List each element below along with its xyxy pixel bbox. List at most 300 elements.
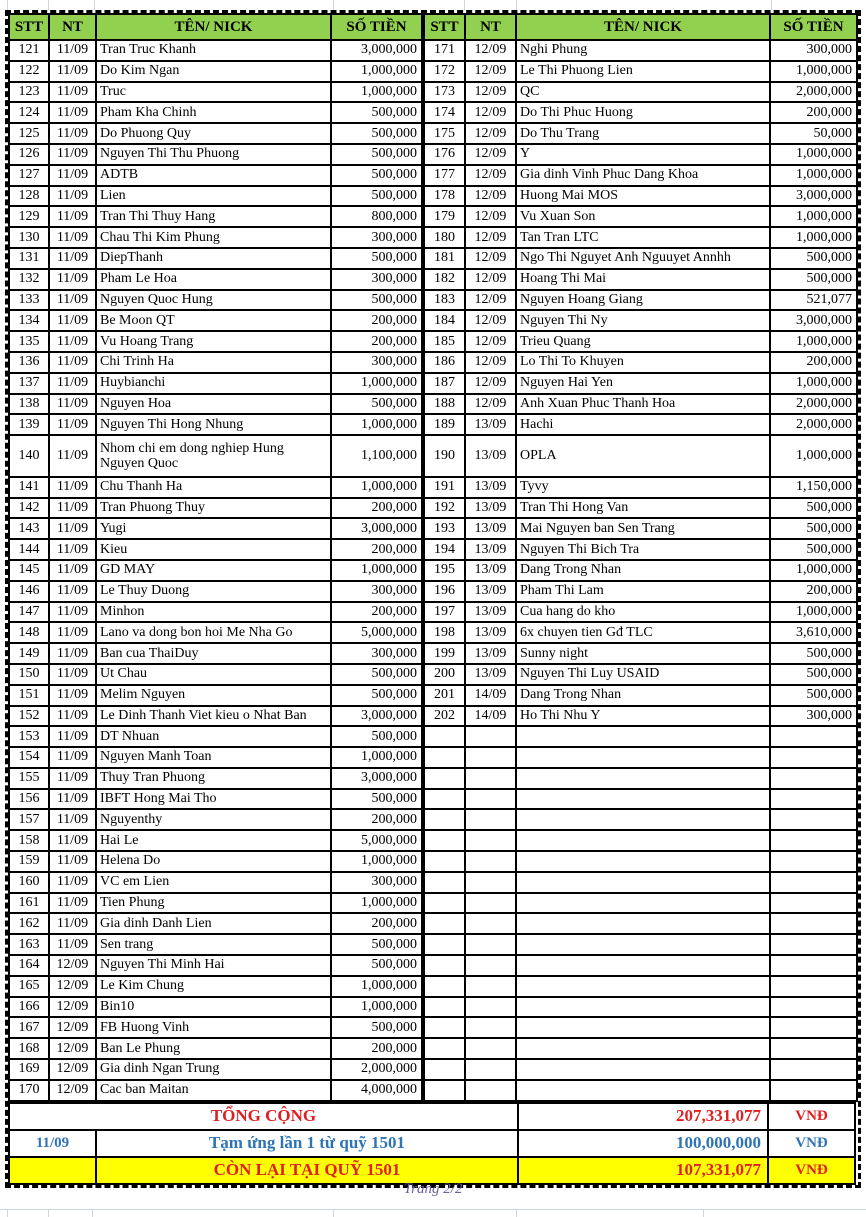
name-cell[interactable]: Tran Thi Thuy Hang	[96, 206, 331, 227]
name-cell[interactable]: Tran Thi Hong Van	[516, 498, 770, 519]
name-cell[interactable]: Nguyenthy	[96, 809, 331, 830]
stt-cell[interactable]: 191	[424, 477, 465, 498]
amount-cell[interactable]: 1,000,000	[331, 997, 422, 1018]
empty-cell[interactable]	[516, 872, 770, 893]
total-label-cell[interactable]: TỔNG CỘNG	[9, 1103, 518, 1130]
stt-cell[interactable]: 167	[9, 1017, 49, 1038]
stt-cell[interactable]: 141	[9, 477, 49, 498]
date-cell[interactable]: 11/09	[49, 414, 96, 435]
name-cell[interactable]: Tran Truc Khanh	[96, 40, 331, 61]
stt-cell[interactable]: 156	[9, 789, 49, 810]
amount-cell[interactable]: 2,000,000	[770, 394, 857, 415]
stt-cell[interactable]: 122	[9, 61, 49, 82]
stt-cell[interactable]: 127	[9, 165, 49, 186]
empty-cell[interactable]	[465, 1017, 516, 1038]
amount-cell[interactable]: 200,000	[331, 310, 422, 331]
empty-cell[interactable]	[516, 893, 770, 914]
empty-cell[interactable]	[770, 789, 857, 810]
stt-cell[interactable]: 165	[9, 976, 49, 997]
name-cell[interactable]: Nhom chi em dong nghiep Hung Nguyen Quoc	[96, 435, 331, 477]
amount-cell[interactable]: 1,000,000	[331, 976, 422, 997]
amount-cell[interactable]: 1,000,000	[331, 61, 422, 82]
stt-cell[interactable]: 200	[424, 664, 465, 685]
stt-cell[interactable]: 129	[9, 206, 49, 227]
empty-cell[interactable]	[465, 830, 516, 851]
empty-cell[interactable]	[424, 1038, 465, 1059]
stt-cell[interactable]: 153	[9, 726, 49, 747]
amount-cell[interactable]: 2,000,000	[770, 82, 857, 103]
name-cell[interactable]: Ngo Thi Nguyet Anh Nguuyet Annhh	[516, 248, 770, 269]
amount-cell[interactable]: 300,000	[331, 352, 422, 373]
header-stt[interactable]: STT	[424, 14, 465, 40]
name-cell[interactable]: Hai Le	[96, 830, 331, 851]
empty-cell[interactable]	[516, 789, 770, 810]
amount-cell[interactable]: 3,000,000	[331, 40, 422, 61]
empty-cell[interactable]	[465, 913, 516, 934]
amount-cell[interactable]: 1,000,000	[331, 851, 422, 872]
name-cell[interactable]: Tran Phuong Thuy	[96, 498, 331, 519]
amount-cell[interactable]: 300,000	[770, 40, 857, 61]
amount-cell[interactable]: 500,000	[331, 664, 422, 685]
amount-cell[interactable]: 3,000,000	[770, 310, 857, 331]
name-cell[interactable]: Vu Hoang Trang	[96, 331, 331, 352]
empty-cell[interactable]	[770, 809, 857, 830]
name-cell[interactable]: Le Kim Chung	[96, 976, 331, 997]
amount-cell[interactable]: 200,000	[331, 1038, 422, 1059]
empty-cell[interactable]	[770, 976, 857, 997]
name-cell[interactable]: Minhon	[96, 602, 331, 623]
stt-cell[interactable]: 138	[9, 394, 49, 415]
name-cell[interactable]: VC em Lien	[96, 872, 331, 893]
empty-cell[interactable]	[770, 1038, 857, 1059]
empty-cell[interactable]	[516, 747, 770, 768]
date-cell[interactable]: 13/09	[465, 560, 516, 581]
amount-cell[interactable]: 500,000	[331, 102, 422, 123]
date-cell[interactable]: 12/09	[49, 1059, 96, 1080]
date-cell[interactable]: 12/09	[465, 248, 516, 269]
amount-cell[interactable]: 1,000,000	[331, 373, 422, 394]
name-cell[interactable]: Gia dinh Danh Lien	[96, 913, 331, 934]
stt-cell[interactable]: 189	[424, 414, 465, 435]
date-cell[interactable]: 13/09	[465, 622, 516, 643]
name-cell[interactable]: Tien Phung	[96, 893, 331, 914]
empty-cell[interactable]	[465, 893, 516, 914]
stt-cell[interactable]: 187	[424, 373, 465, 394]
name-cell[interactable]: Chau Thi Kim Phung	[96, 227, 331, 248]
stt-cell[interactable]: 180	[424, 227, 465, 248]
stt-cell[interactable]: 151	[9, 685, 49, 706]
date-cell[interactable]: 12/09	[465, 394, 516, 415]
amount-cell[interactable]: 5,000,000	[331, 622, 422, 643]
empty-cell[interactable]	[516, 768, 770, 789]
date-cell[interactable]: 12/09	[465, 269, 516, 290]
name-cell[interactable]: IBFT Hong Mai Tho	[96, 789, 331, 810]
amount-cell[interactable]: 1,000,000	[770, 144, 857, 165]
stt-cell[interactable]: 155	[9, 768, 49, 789]
stt-cell[interactable]: 169	[9, 1059, 49, 1080]
date-cell[interactable]: 11/09	[49, 643, 96, 664]
empty-cell[interactable]	[516, 830, 770, 851]
date-cell[interactable]: 11/09	[49, 477, 96, 498]
amount-cell[interactable]: 500,000	[331, 685, 422, 706]
date-cell[interactable]: 11/09	[49, 373, 96, 394]
name-cell[interactable]: Nguyen Hoa	[96, 394, 331, 415]
stt-cell[interactable]: 152	[9, 706, 49, 727]
stt-cell[interactable]: 161	[9, 893, 49, 914]
amount-cell[interactable]: 500,000	[331, 123, 422, 144]
stt-cell[interactable]: 123	[9, 82, 49, 103]
amount-cell[interactable]: 50,000	[770, 123, 857, 144]
stt-cell[interactable]: 159	[9, 851, 49, 872]
stt-cell[interactable]: 178	[424, 186, 465, 207]
date-cell[interactable]: 11/09	[49, 560, 96, 581]
name-cell[interactable]: Do Thu Trang	[516, 123, 770, 144]
name-cell[interactable]: Le Dinh Thanh Viet kieu o Nhat Ban	[96, 706, 331, 727]
date-cell[interactable]: 11/09	[49, 498, 96, 519]
amount-cell[interactable]: 1,000,000	[770, 165, 857, 186]
empty-cell[interactable]	[424, 872, 465, 893]
stt-cell[interactable]: 128	[9, 186, 49, 207]
name-cell[interactable]: QC	[516, 82, 770, 103]
stt-cell[interactable]: 194	[424, 539, 465, 560]
date-cell[interactable]: 13/09	[465, 602, 516, 623]
stt-cell[interactable]: 124	[9, 102, 49, 123]
stt-cell[interactable]: 163	[9, 934, 49, 955]
name-cell[interactable]: Chi Trinh Ha	[96, 352, 331, 373]
empty-cell[interactable]	[465, 1080, 516, 1101]
empty-cell[interactable]	[465, 997, 516, 1018]
amount-cell[interactable]: 500,000	[770, 518, 857, 539]
amount-cell[interactable]: 200,000	[331, 498, 422, 519]
amount-cell[interactable]: 500,000	[331, 394, 422, 415]
name-cell[interactable]: FB Huong Vinh	[96, 1017, 331, 1038]
stt-cell[interactable]: 162	[9, 913, 49, 934]
date-cell[interactable]: 11/09	[49, 726, 96, 747]
date-cell[interactable]: 11/09	[49, 664, 96, 685]
stt-cell[interactable]: 186	[424, 352, 465, 373]
header-name[interactable]: TÊN/ NICK	[96, 14, 331, 40]
amount-cell[interactable]: 200,000	[770, 102, 857, 123]
date-cell[interactable]: 12/09	[49, 1017, 96, 1038]
name-cell[interactable]: Vu Xuan Son	[516, 206, 770, 227]
date-cell[interactable]: 12/09	[465, 331, 516, 352]
empty-cell[interactable]	[770, 851, 857, 872]
amount-cell[interactable]: 500,000	[770, 539, 857, 560]
empty-cell[interactable]	[516, 1080, 770, 1101]
stt-cell[interactable]: 197	[424, 602, 465, 623]
amount-cell[interactable]: 3,610,000	[770, 622, 857, 643]
date-cell[interactable]: 13/09	[465, 498, 516, 519]
date-cell[interactable]: 11/09	[49, 331, 96, 352]
amount-cell[interactable]: 2,000,000	[331, 1059, 422, 1080]
stt-cell[interactable]: 202	[424, 706, 465, 727]
empty-cell[interactable]	[516, 955, 770, 976]
name-cell[interactable]: Gia dinh Vinh Phuc Dang Khoa	[516, 165, 770, 186]
name-cell[interactable]: Ban cua ThaiDuy	[96, 643, 331, 664]
date-cell[interactable]: 11/09	[49, 144, 96, 165]
amount-cell[interactable]: 300,000	[331, 227, 422, 248]
amount-cell[interactable]: 2,000,000	[770, 414, 857, 435]
date-cell[interactable]: 11/09	[49, 82, 96, 103]
date-cell[interactable]: 11/09	[49, 602, 96, 623]
stt-cell[interactable]: 157	[9, 809, 49, 830]
amount-cell[interactable]: 1,000,000	[770, 435, 857, 477]
name-cell[interactable]: Yugi	[96, 518, 331, 539]
name-cell[interactable]: Tyvy	[516, 477, 770, 498]
header-name[interactable]: TÊN/ NICK	[516, 14, 770, 40]
empty-cell[interactable]	[424, 976, 465, 997]
advance-label-cell[interactable]: Tạm ứng lần 1 từ quỹ 1501	[96, 1130, 518, 1157]
empty-cell[interactable]	[465, 955, 516, 976]
date-cell[interactable]: 14/09	[465, 685, 516, 706]
amount-cell[interactable]: 200,000	[331, 539, 422, 560]
stt-cell[interactable]: 125	[9, 123, 49, 144]
total-value-cell[interactable]: 207,331,077	[518, 1103, 768, 1130]
empty-cell[interactable]	[516, 726, 770, 747]
name-cell[interactable]: Sunny night	[516, 643, 770, 664]
amount-cell[interactable]: 3,000,000	[331, 768, 422, 789]
header-nt[interactable]: NT	[465, 14, 516, 40]
date-cell[interactable]: 11/09	[49, 685, 96, 706]
empty-cell[interactable]	[770, 913, 857, 934]
stt-cell[interactable]: 143	[9, 518, 49, 539]
amount-cell[interactable]: 521,077	[770, 290, 857, 311]
remaining-label-cell[interactable]: CÒN LẠI TẠI QUỸ 1501	[96, 1157, 518, 1184]
empty-cell[interactable]	[465, 872, 516, 893]
header-nt[interactable]: NT	[49, 14, 96, 40]
name-cell[interactable]: Ho Thi Nhu Y	[516, 706, 770, 727]
amount-cell[interactable]: 1,000,000	[331, 477, 422, 498]
stt-cell[interactable]: 164	[9, 955, 49, 976]
stt-cell[interactable]: 174	[424, 102, 465, 123]
amount-cell[interactable]: 300,000	[331, 643, 422, 664]
amount-cell[interactable]: 500,000	[331, 186, 422, 207]
date-cell[interactable]: 12/09	[465, 373, 516, 394]
amount-cell[interactable]: 300,000	[331, 269, 422, 290]
date-cell[interactable]: 11/09	[49, 269, 96, 290]
date-cell[interactable]: 11/09	[49, 248, 96, 269]
amount-cell[interactable]: 1,000,000	[770, 331, 857, 352]
amount-cell[interactable]: 1,000,000	[770, 61, 857, 82]
stt-cell[interactable]: 136	[9, 352, 49, 373]
name-cell[interactable]: Le Thi Phuong Lien	[516, 61, 770, 82]
stt-cell[interactable]: 196	[424, 581, 465, 602]
date-cell[interactable]: 11/09	[49, 747, 96, 768]
amount-cell[interactable]: 500,000	[770, 664, 857, 685]
date-cell[interactable]: 11/09	[49, 768, 96, 789]
date-cell[interactable]: 11/09	[49, 934, 96, 955]
amount-cell[interactable]: 500,000	[331, 955, 422, 976]
date-cell[interactable]: 12/09	[49, 976, 96, 997]
stt-cell[interactable]: 188	[424, 394, 465, 415]
stt-cell[interactable]: 193	[424, 518, 465, 539]
stt-cell[interactable]: 181	[424, 248, 465, 269]
stt-cell[interactable]: 176	[424, 144, 465, 165]
empty-cell[interactable]	[424, 1080, 465, 1101]
empty-cell[interactable]	[516, 976, 770, 997]
stt-cell[interactable]: 192	[424, 498, 465, 519]
date-cell[interactable]: 13/09	[465, 539, 516, 560]
date-cell[interactable]: 12/09	[465, 144, 516, 165]
date-cell[interactable]: 11/09	[49, 352, 96, 373]
amount-cell[interactable]: 500,000	[331, 144, 422, 165]
stt-cell[interactable]: 135	[9, 331, 49, 352]
date-cell[interactable]: 12/09	[465, 206, 516, 227]
empty-cell[interactable]	[424, 768, 465, 789]
name-cell[interactable]: Do Kim Ngan	[96, 61, 331, 82]
date-cell[interactable]: 13/09	[465, 518, 516, 539]
date-cell[interactable]: 11/09	[49, 809, 96, 830]
stt-cell[interactable]: 179	[424, 206, 465, 227]
date-cell[interactable]: 12/09	[465, 310, 516, 331]
empty-cell[interactable]	[465, 1038, 516, 1059]
date-cell[interactable]: 12/09	[49, 955, 96, 976]
amount-cell[interactable]: 500,000	[331, 1017, 422, 1038]
amount-cell[interactable]: 200,000	[331, 602, 422, 623]
stt-cell[interactable]: 126	[9, 144, 49, 165]
amount-cell[interactable]: 300,000	[331, 581, 422, 602]
amount-cell[interactable]: 4,000,000	[331, 1080, 422, 1101]
amount-cell[interactable]: 500,000	[331, 290, 422, 311]
date-cell[interactable]: 11/09	[49, 310, 96, 331]
amount-cell[interactable]: 1,000,000	[770, 602, 857, 623]
stt-cell[interactable]: 150	[9, 664, 49, 685]
name-cell[interactable]: Huybianchi	[96, 373, 331, 394]
date-cell[interactable]: 11/09	[49, 622, 96, 643]
empty-cell[interactable]	[424, 789, 465, 810]
empty-cell[interactable]	[424, 934, 465, 955]
date-cell[interactable]: 11/09	[49, 872, 96, 893]
amount-cell[interactable]: 300,000	[770, 706, 857, 727]
name-cell[interactable]: Nguyen Hai Yen	[516, 373, 770, 394]
name-cell[interactable]: DT Nhuan	[96, 726, 331, 747]
empty-cell[interactable]	[424, 1059, 465, 1080]
name-cell[interactable]: Sen trang	[96, 934, 331, 955]
name-cell[interactable]: Pham Le Hoa	[96, 269, 331, 290]
name-cell[interactable]: Hachi	[516, 414, 770, 435]
empty-cell[interactable]	[770, 997, 857, 1018]
amount-cell[interactable]: 1,150,000	[770, 477, 857, 498]
empty-cell[interactable]	[770, 872, 857, 893]
stt-cell[interactable]: 130	[9, 227, 49, 248]
amount-cell[interactable]: 500,000	[331, 726, 422, 747]
amount-cell[interactable]: 1,000,000	[331, 414, 422, 435]
amount-cell[interactable]: 1,000,000	[331, 560, 422, 581]
name-cell[interactable]: Nguyen Thi Ny	[516, 310, 770, 331]
name-cell[interactable]: Be Moon QT	[96, 310, 331, 331]
empty-cell[interactable]	[516, 1059, 770, 1080]
name-cell[interactable]: Dang Trong Nhan	[516, 560, 770, 581]
stt-cell[interactable]: 172	[424, 61, 465, 82]
name-cell[interactable]: Do Thi Phuc Huong	[516, 102, 770, 123]
stt-cell[interactable]: 144	[9, 539, 49, 560]
amount-cell[interactable]: 1,000,000	[770, 560, 857, 581]
date-cell[interactable]: 11/09	[49, 581, 96, 602]
name-cell[interactable]: Nghi Phung	[516, 40, 770, 61]
stt-cell[interactable]: 121	[9, 40, 49, 61]
amount-cell[interactable]: 200,000	[331, 331, 422, 352]
name-cell[interactable]: Helena Do	[96, 851, 331, 872]
remaining-empty-cell[interactable]	[9, 1157, 96, 1184]
stt-cell[interactable]: 185	[424, 331, 465, 352]
date-cell[interactable]: 12/09	[465, 186, 516, 207]
stt-cell[interactable]: 168	[9, 1038, 49, 1059]
stt-cell[interactable]: 195	[424, 560, 465, 581]
name-cell[interactable]: Ban Le Phung	[96, 1038, 331, 1059]
advance-currency-cell[interactable]: VNĐ	[768, 1130, 855, 1157]
name-cell[interactable]: GD MAY	[96, 560, 331, 581]
stt-cell[interactable]: 132	[9, 269, 49, 290]
name-cell[interactable]: Le Thuy Duong	[96, 581, 331, 602]
name-cell[interactable]: Lano va dong bon hoi Me Nha Go	[96, 622, 331, 643]
empty-cell[interactable]	[465, 747, 516, 768]
name-cell[interactable]: Chu Thanh Ha	[96, 477, 331, 498]
amount-cell[interactable]: 1,000,000	[770, 227, 857, 248]
name-cell[interactable]: Gia dinh Ngan Trung	[96, 1059, 331, 1080]
stt-cell[interactable]: 166	[9, 997, 49, 1018]
name-cell[interactable]: Truc	[96, 82, 331, 103]
stt-cell[interactable]: 147	[9, 602, 49, 623]
empty-cell[interactable]	[770, 768, 857, 789]
remaining-value-cell[interactable]: 107,331,077	[518, 1157, 768, 1184]
name-cell[interactable]: Nguyen Quoc Hung	[96, 290, 331, 311]
name-cell[interactable]: Thuy Tran Phuong	[96, 768, 331, 789]
header-amount[interactable]: SỐ TIỀN	[770, 14, 857, 40]
date-cell[interactable]: 11/09	[49, 206, 96, 227]
date-cell[interactable]: 12/09	[465, 82, 516, 103]
amount-cell[interactable]: 500,000	[331, 165, 422, 186]
name-cell[interactable]: Tan Tran LTC	[516, 227, 770, 248]
stt-cell[interactable]: 199	[424, 643, 465, 664]
name-cell[interactable]: Dang Trong Nhan	[516, 685, 770, 706]
stt-cell[interactable]: 170	[9, 1080, 49, 1101]
date-cell[interactable]: 11/09	[49, 435, 96, 477]
header-stt[interactable]: STT	[9, 14, 49, 40]
stt-cell[interactable]: 190	[424, 435, 465, 477]
date-cell[interactable]: 12/09	[465, 290, 516, 311]
name-cell[interactable]: Cua hang do kho	[516, 602, 770, 623]
empty-cell[interactable]	[424, 913, 465, 934]
stt-cell[interactable]: 160	[9, 872, 49, 893]
amount-cell[interactable]: 500,000	[770, 269, 857, 290]
empty-cell[interactable]	[770, 1017, 857, 1038]
empty-cell[interactable]	[424, 747, 465, 768]
amount-cell[interactable]: 5,000,000	[331, 830, 422, 851]
date-cell[interactable]: 11/09	[49, 830, 96, 851]
empty-cell[interactable]	[424, 726, 465, 747]
name-cell[interactable]: Ut Chau	[96, 664, 331, 685]
amount-cell[interactable]: 3,000,000	[331, 518, 422, 539]
name-cell[interactable]: Nguyen Hoang Giang	[516, 290, 770, 311]
date-cell[interactable]: 11/09	[49, 706, 96, 727]
date-cell[interactable]: 12/09	[49, 997, 96, 1018]
empty-cell[interactable]	[770, 830, 857, 851]
date-cell[interactable]: 12/09	[465, 165, 516, 186]
amount-cell[interactable]: 200,000	[770, 581, 857, 602]
total-currency-cell[interactable]: VNĐ	[768, 1103, 855, 1130]
stt-cell[interactable]: 145	[9, 560, 49, 581]
stt-cell[interactable]: 201	[424, 685, 465, 706]
amount-cell[interactable]: 500,000	[331, 934, 422, 955]
stt-cell[interactable]: 177	[424, 165, 465, 186]
name-cell[interactable]: Kieu	[96, 539, 331, 560]
name-cell[interactable]: Do Phuong Quy	[96, 123, 331, 144]
stt-cell[interactable]: 182	[424, 269, 465, 290]
empty-cell[interactable]	[516, 934, 770, 955]
date-cell[interactable]: 11/09	[49, 539, 96, 560]
empty-cell[interactable]	[424, 997, 465, 1018]
empty-cell[interactable]	[770, 1080, 857, 1101]
